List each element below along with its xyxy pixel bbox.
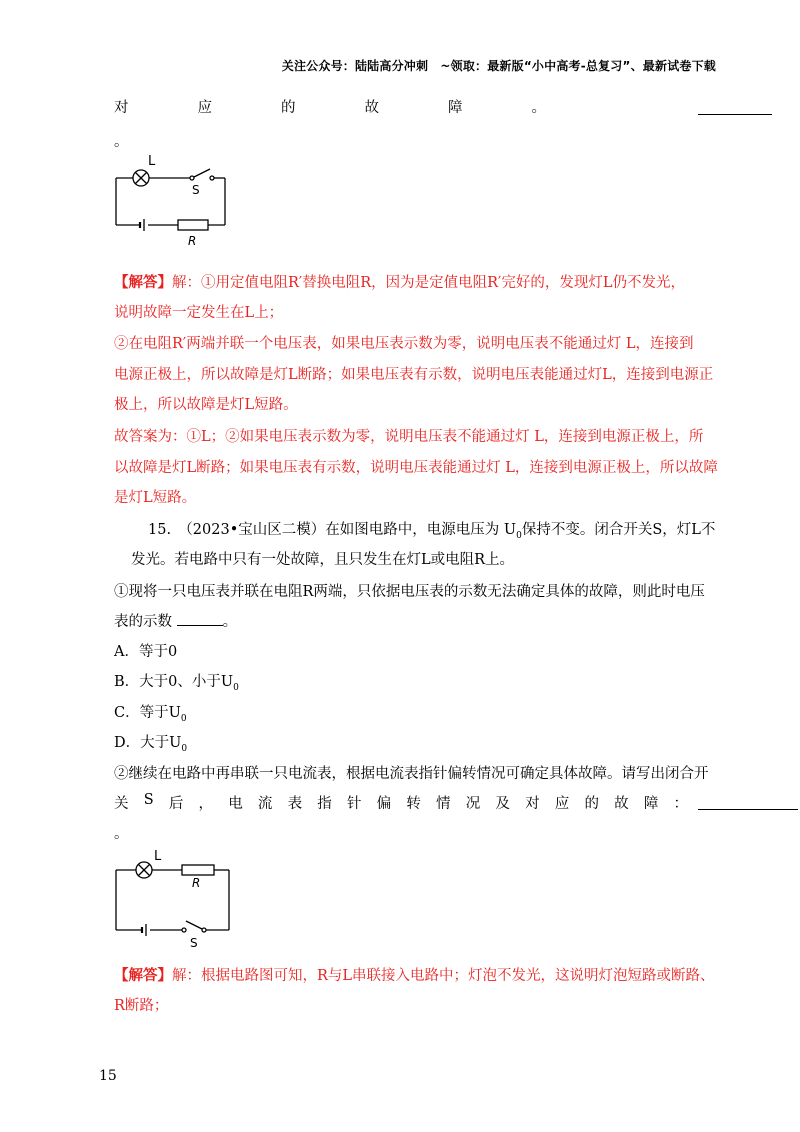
spaced-char: 针	[346, 796, 362, 812]
top-line-chars	[114, 96, 546, 117]
q15-line-1: 15. （2023•宝山区二模）在如图电路中，电源电压为 $U_0$保持不变。闭合开关S，灯L不	[148, 522, 716, 541]
spaced-char: ，	[198, 796, 213, 812]
q15-sub2-chars	[114, 792, 688, 813]
spaced-char: 对	[114, 100, 129, 116]
spaced-char: 况	[465, 796, 481, 812]
answer1-line-7: 以故障是灯L断路；如果电压表有示数，说明电压表能通过灯 L，连接到电源正极上，所以故障	[114, 460, 718, 476]
spaced-char: 应	[197, 100, 212, 116]
spaced-char: 转	[406, 796, 421, 812]
circuit-diagram-1	[108, 150, 238, 250]
answer1-line-4: 电源正极上，所以故障是灯L断路；如果电压表有示数，说明电压表能通过灯L，连接到电源正	[114, 367, 714, 383]
spaced-char: S	[143, 792, 154, 808]
spaced-char: 对	[525, 796, 540, 812]
fig2-lamp-label: L	[154, 849, 162, 864]
q15-sub1-line-2: 表的示数 。	[114, 614, 238, 630]
answer-blank-3	[698, 809, 798, 810]
answer-blank-1	[698, 114, 772, 115]
answer2-line-1: 【解答】解：根据电路图可知，R与L串联接入电路中；灯泡不发光，这说明灯泡短路或断路、	[114, 967, 715, 984]
option-d: D．大于$U_0$	[114, 735, 188, 754]
answer1-line-2: 说明故障一定发生在L上；	[114, 305, 284, 321]
circuit-diagram-2	[108, 848, 238, 950]
answer1-line-5: 极上，所以故障是灯L短路。	[114, 397, 298, 413]
option-b: B．大于0、小于$U_0$	[114, 674, 239, 693]
spaced-char: 情	[436, 796, 451, 812]
q15-sub1-line-1: ①现将一只电压表并联在电阻R两端，只依据电压表的示数无法确定具体的故障，则此时电压	[114, 584, 705, 600]
fig1-resistor-label: R	[188, 234, 197, 248]
option-c: C．等于$U_0$	[114, 705, 187, 724]
answer1-line-6: 故答案为：①L；②如果电压表示数为零，说明电压表不能通过灯 L，连接到电源正极上，所	[114, 429, 704, 445]
page-header: 关注公众号：陆陆高分冲刺 ~领取：最新版“小中高考-总复习”、最新试卷下载	[281, 59, 716, 73]
answer1-line-8: 是灯L短路。	[114, 490, 197, 506]
answer1-line-3: ②在电阻R′两端并联一个电压表，如果电压表示数为零，说明电压表不能通过灯 L，连接到	[114, 336, 694, 352]
spaced-char: 表	[287, 796, 303, 812]
answer1-tag: 【解答】	[114, 274, 172, 291]
spaced-char: ：	[673, 796, 688, 812]
spaced-char: 流	[257, 796, 273, 812]
spaced-char: 的	[281, 100, 296, 116]
spaced-char: 关	[114, 796, 129, 812]
spaced-char: 及	[495, 796, 510, 812]
fig1-lamp-label: L	[148, 154, 156, 169]
spaced-char: 电	[228, 796, 243, 812]
spaced-char: 障	[643, 796, 659, 812]
spaced-char: 故	[614, 796, 629, 812]
fig2-resistor-label: R	[192, 876, 201, 890]
q15-sub2-line-2	[114, 792, 688, 813]
fig2-switch-label: S	[190, 936, 198, 950]
answer2-tag: 【解答】	[114, 967, 172, 984]
spaced-char: 指	[317, 796, 332, 812]
option-a: A．等于0	[114, 644, 178, 660]
spaced-char: 的	[584, 796, 599, 812]
page-number: 15	[99, 1068, 117, 1084]
q15-sub2-line-1: ②继续在电路中再串联一只电流表，根据电流表指针偏转情况可确定具体故障。请写出闭合开	[114, 766, 709, 782]
q15-line-2: 发光。若电路中只有一处故障，且只发生在灯L或电阻R上。	[131, 552, 515, 568]
top-period: 。	[114, 134, 129, 150]
spaced-char: 故	[364, 100, 379, 116]
answer2-line-2: R断路；	[114, 998, 169, 1014]
top-line	[114, 96, 546, 117]
q15-period: 。	[114, 826, 129, 842]
spaced-char: 偏	[376, 796, 392, 812]
spaced-char: 。	[531, 100, 546, 116]
spaced-char: 障	[448, 100, 463, 116]
spaced-char: 应	[554, 796, 570, 812]
answer-blank-2	[177, 625, 223, 626]
fig1-switch-label: S	[192, 183, 200, 197]
answer1-line-1: 【解答】解：①用定值电阻R′替换电阻R，因为是定值电阻R′完好的，发现灯L仍不发光，	[114, 274, 685, 291]
spaced-char: 后	[168, 796, 184, 812]
